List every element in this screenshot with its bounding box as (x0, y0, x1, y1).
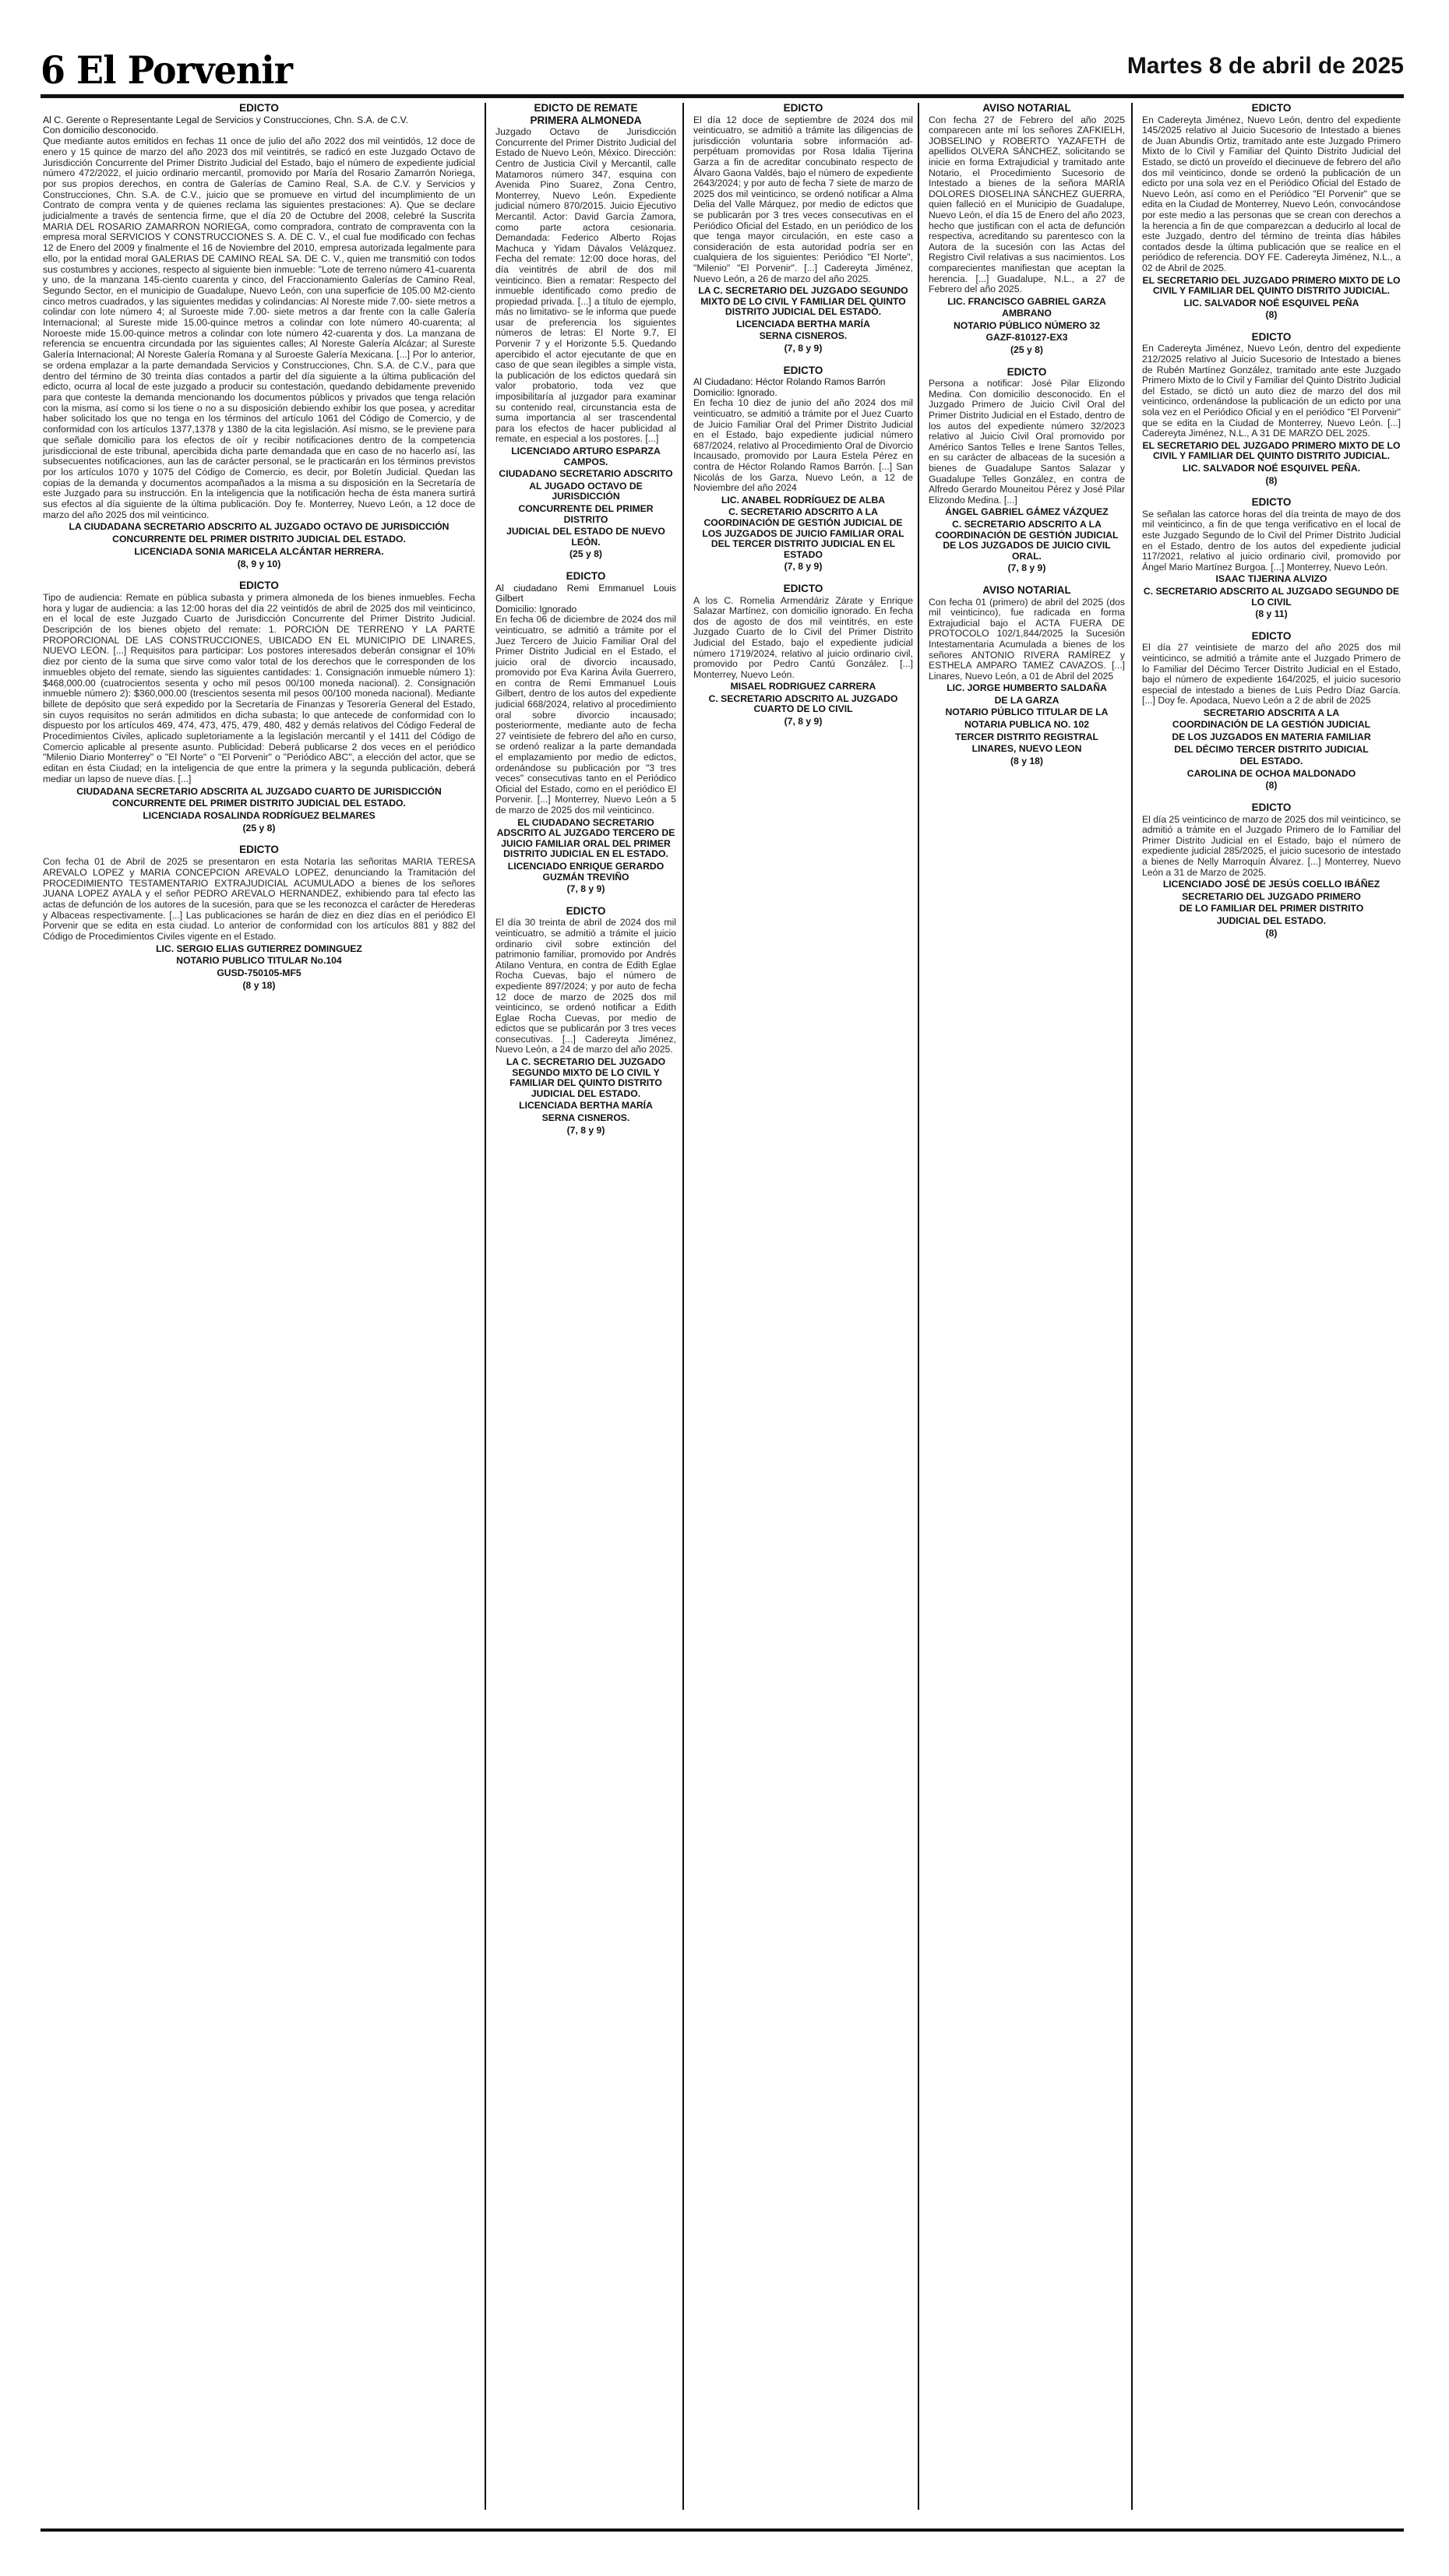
notice-heading: EDICTO (783, 102, 823, 114)
notice-signature-line: AL JUGADO OCTAVO DE JURISDICCIÓN (529, 480, 643, 502)
notice-heading: EDICTO (566, 904, 606, 917)
notice-signature-line: EL SECRETARIO DEL JUZGADO PRIMERO MIXTO DE LO CIVIL Y FAMILIAR DEL QUINTO DISTRITO JUDICIAL. (1142, 439, 1401, 462)
notice-heading: EDICTO (566, 569, 606, 582)
column-divider (918, 103, 919, 2510)
notice-signature-line: COORDINACIÓN DE LA GESTIÓN JUDICIAL (1172, 719, 1371, 731)
column-5 (1142, 103, 1401, 2510)
notice-signature-line: LA C. SECRETARIO DEL JUZGADO SEGUNDO MIXTO DE LO CIVIL Y FAMILIAR DEL QUINTO DISTRITO JUDICIAL DEL ESTADO. (698, 285, 908, 318)
notice-heading: EDICTO (1251, 629, 1292, 642)
notice-addressee: Al Ciudadano: Héctor Rolando Ramos Barrón (693, 376, 886, 388)
legal-notice (43, 103, 475, 569)
notice-body: El día 25 veinticinco de marzo de 2025 dos mil veinticinco, se admitió a trámite en el Juzgado Primero de lo Familiar del Primer Distrito Judicial en el Estado, bajo el número de expediente judicial 285/2025, el juicio sucesorio de intestado a bienes de Nelly Marroquín Álvarez. [...] Monterrey, Nuevo León a 31 de Marzo de 2025. (1142, 813, 1401, 878)
notice-signature-line: LICENCIADO ARTURO ESPARZA CAMPOS. (511, 446, 661, 467)
notice-signature-line: ISAAC TIJERINA ALVIZO (1215, 573, 1327, 585)
publication-dates: (8) (1265, 309, 1278, 321)
legal-notice (693, 365, 913, 573)
notice-signature-line: LICENCIADA BERTHA MARÍA (736, 318, 870, 329)
legal-notice (693, 103, 913, 354)
column-divider (682, 103, 684, 2510)
legal-notice (1142, 103, 1401, 321)
notice-signature-line: MISAEL RODRIGUEZ CARRERA (730, 681, 876, 692)
notice-signature-line: LA C. SECRETARIO DEL JUZGADO SEGUNDO MIXTO DE LO CIVIL Y FAMILIAR DEL QUINTO DISTRITO JUDICIAL DEL ESTADO. (506, 1056, 666, 1099)
notice-signature-line: AMBRANO (1002, 308, 1052, 319)
notice-signature-line: SERNA CISNEROS. (759, 330, 848, 342)
notice-body: En fecha 06 de diciembre de 2024 dos mil veinticuatro, se admitió a trámite por el Juez Tercero de Juicio Familiar Oral del Primer Distrito Judicial en el Estado, el juicio oral de divorcio incausado, promovido por Eva Karina Ávila Guerrero, en contra de Remi Emmanuel Louis Gilbert, dentro de los autos del expediente judicial 668/2024, relativo al procedimiento oral sobre divorcio incausado; posteriormente, mediante auto de fecha 27 veintisiete de febrero del año en curso, se ordenó realizar a la parte demandada el emplazamiento por medio de edictos, ordenándose su publicación por "3 tres veces" consecutivas tanto en el Periódico Oficial del Estado, como en el periódico El Porvenir. [...] Monterrey, Nuevo León a 5 de marzo de 2025 dos mil veinticinco. (495, 614, 676, 816)
notice-signature-line: TERCER DISTRITO REGISTRAL (955, 731, 1098, 742)
column-3 (693, 103, 913, 2510)
notice-body: Que mediante autos emitidos en fechas 11 once de julio del año 2022 dos mil veintidós, 12 doce de enero y 15 quince de marzo del año 2023 dos mil veintitrés, se radicó en este Juzgado Octavo de Jurisdicción Concurrente del Primer Distrito Judicial del Estado, bajo el número de expediente judicial número 472/2022, el juicio ordinario mercantil, promovido por María del Rosario Zamarrón Noriega, por sus propios derechos, en contra de Galerías de Camino Real, S.A. de C.V. y Servicios y Construcciones, Chn. S.A. de C.V., juicio que se promueve en virtud del incumplimiento de un Contrato de compra venta y de quienes reclama las siguientes prestaciones: A). Que se declare judicialmente a través de sentencia firme, que el día 20 de Octubre del 2008, celebré la Suscrita MARIA DEL ROSARIO ZAMARRON NORIEGA, como compradora, contrato de compraventa con la empresa moral SERVICIOS Y CONSTRUCCIONES S. A. DE C. V., el cual fue modificado con fechas 12 de Enero del 2009 y finalmente el 16 de Noviembre del 2010, empresa autorizada legalmente para ello, por la entidad moral GALERIAS DE CAMINO REAL SA. DE C. V., quien me transmitió con todos sus costumbres y acciones, respecto al siguiente bien inmueble: "Lote de terreno número 41-cuarenta y uno, de la manzana 145-ciento cuarenta y cinco, del Fraccionamiento Galerías de Camino Real, Segundo Sector, en el municipio de Guadalupe, Nuevo León, con una superficie de 105.00 M2-ciento cinco metros cuadrados, y las siguientes medidas y colindancias: Al Noreste mide 7.00- siete metros a colindar con lote número 4; al Suroeste mide 7.00- siete metros a dar frente con la calle Galería Internacional; al Sureste mide 15.00-quince metros a colindar con lote número 40-cuarenta; al Noroeste mide 15.00-quince metros a colindar con lote número 42-cuarenta y dos. La manzana de referencia se encuentra circundada por las siguientes calles; Al Noreste Galería Alcázar; al Sureste Galería Internacional; Al Noreste Galería Romana y al Suroeste Galería Mexicana. [...] Por lo anterior, se ordena emplazar a la parte demandada Servicios y Construcciones, Chn. S.A. de C.V., para que dentro del término de 30 treinta días contados a partir del día siguiente a la última publicación del edicto, ocurra al local de este juzgado a producir su contestación, quedando debidamente prevenido para que conteste la demanda mencionando los documentos públicos y privados que tenga relación con la misma, así como si los tiene o no a su disposición debiendo exhibir los que posea, y acreditar haber solicitado los que no tenga en los términos del artículo 1061 del Código de Comercio, y de conformidad con los artículos 1377,1378 y 1380 de la cita legislación. Así mismo, se le previene para que señale domicilio para los efectos de oír y recibir notificaciones dentro de la competencia jurisdiccional de este tribunal, apercibida dicha parte demandada que en caso de no hacerlo así, las subsecuentes notificaciones, aun las de carácter personal, se le practicarán en los términos previstos por los artículos 1070 y 1075 del Código de Comercio, es decir, por Boletín Judicial. Quedan las copias de la demanda y documentos acompañados a la misma a su disposición en la Secretaría de este Juzgado para su instrucción. En la inteligencia que la notificación hecha de ésta manera surtirá sus efectos al día siguiente de la última publicación. Doy fe. Monterrey, Nuevo León, a 12 doce de marzo del año 2025 dos mil veinticinco. (43, 136, 475, 520)
notice-heading: EDICTO (239, 102, 279, 114)
legal-notice (495, 571, 676, 895)
legal-notice (693, 583, 913, 728)
notice-signature-line: CONCURRENTE DEL PRIMER DISTRITO (518, 502, 654, 525)
notice-signature-line: LICENCIADO ENRIQUE GERARDO GUZMÁN TREVIÑO (507, 860, 665, 883)
legal-notice (929, 367, 1125, 574)
column-2 (495, 103, 676, 2510)
notice-body: Tipo de audiencia: Remate en pública subasta y primera almoneda de los bienes inmuebles. Fecha hora y lugar de audiencia: a las 12:00 horas del día 22 veintidós de abril de 2025 dos mil veinticinco, en el local de este Juzgado Cuarto de Jurisdicción Concurrente del Primer Distrito Judicial. Descripción de los bienes objeto del remate: 1. PORCIÓN DE TERRENO Y LA PARTE PROPORCIONAL DE LAS CONSTRUCCIONES, UBICADO EN EL MUNICIPIO DE LINARES, NUEVO LEÓN. [...] Requisitos para participar: Los postores interesados deberán consignar el 10% diez por ciento de la suma que sirve como valor total de los derechos que le corresponden de los inmuebles objeto del remate, siendo las siguientes cantidades: 1. Consignación inmueble número 1): $468,000.00 (cuatrocientos sesenta y ocho mil pesos 00/100 moneda nacional). 2. Consignación inmueble número 2): $360,000.00 (trescientos sesenta mil pesos 00/100 moneda nacional). Mediante billete de depósito que será expedido por la Secretaría de Finanzas y Tesorería General del Estado, sin cuyos requisitos no serán admitidos en dicha subasta; lo que antecede de conformidad con lo dispuesto por los artículos 469, 474, 473, 475, 479, 480, 482 y demás relativos del Código Federal de Procedimientos Civiles, aplicado supletoriamente a la legislación mercantil y el 1411 del Código de Comercio aplicable al presente asunto. Publicidad: Deberá publicarse 2 dos veces en el periódico "Milenio Diario Monterrey" o "El Norte" o "El Porvenir" o "Periódico ABC", a elección del actor, que se editan en ésta Ciudad; en la inteligencia de que entre la primera y la segunda publicación, deberá mediar un lapso de nueve días. [...] (43, 591, 475, 784)
newspaper-name: El Porvenir (76, 48, 293, 93)
notice-signature-line: LICENCIADA SONIA MARICELA ALCÁNTAR HERRERA. (134, 545, 384, 557)
publication-dates: (8 y 11) (1255, 608, 1288, 620)
legal-notice (1142, 497, 1401, 620)
notice-signature-line: LICENCIADA BERTHA MARÍA (519, 1100, 653, 1112)
notice-addressee-detail: Domicilio: Ignorado. (693, 386, 777, 398)
notice-body: El día 27 veintisiete de marzo del año 2025 dos mil veinticinco, se admitió a trámite ante el Juzgado Primero de lo Familiar del Décimo Tercer Distrito Judicial en el Estado, bajo el número de expediente 164/2025, el juicio sucesorio especial de intestado a bienes de Luis Pedro Díaz García. [...] Doy fe. Apodaca, Nuevo León a 2 de abril de 2025 (1142, 642, 1401, 707)
notice-signature-line: LICENCIADO JOSÉ DE JESÚS COELLO IBÁÑEZ (1162, 879, 1380, 890)
notice-signature-line: LIC. JORGE HUMBERTO SALDAÑA (947, 682, 1107, 694)
legal-notice (929, 103, 1125, 356)
notice-addressee: Al ciudadano Remi Emmanuel Louis Gilbert (495, 582, 676, 604)
notice-signature-line: JUDICIAL DEL ESTADO DE NUEVO LEÓN. (506, 526, 665, 548)
notice-signature-line: NOTARIA PUBLICA NO. 102 (964, 719, 1090, 731)
notice-heading: AVISO NOTARIAL (982, 583, 1071, 596)
notice-signature-line: DEL ESTADO. (1239, 756, 1303, 767)
publication-dates: (8 y 18) (1010, 755, 1043, 766)
notice-signature-line: LIC. SALVADOR NOÉ ESQUIVEL PEÑA. (1182, 463, 1361, 474)
publication-dates: (7, 8 y 9) (566, 883, 605, 895)
newspaper-logo (41, 48, 292, 93)
notice-heading: EDICTO (1251, 102, 1292, 114)
legal-notice (495, 906, 676, 1136)
notice-heading: AVISO NOTARIAL (982, 102, 1071, 114)
column-divider (485, 103, 486, 2510)
column-4 (929, 103, 1125, 2510)
column-1 (43, 103, 475, 2510)
notice-signature-line: NOTARIO PÚBLICO TITULAR DE LA (945, 707, 1109, 718)
publication-dates: (8, 9 y 10) (237, 558, 281, 569)
legal-notice (43, 844, 475, 991)
masthead (41, 48, 1404, 95)
notice-signature-line: C. SECRETARIO ADSCRITO A LA COORDINACIÓN DE GESTIÓN JUDICIAL DE LOS JUZGADOS DE JUICIO CIVIL ORAL. (935, 518, 1119, 562)
notice-signature-line: LIC. ANABEL RODRÍGUEZ DE ALBA (721, 494, 886, 506)
notice-signature-line: CONCURRENTE DEL PRIMER DISTRITO JUDICIAL DEL ESTADO. (112, 798, 406, 809)
notice-body: En Cadereyta Jiménez, Nuevo León, dentro del expediente 212/2025 relativo al Juicio Sucesorio de Intestado a bienes de Rubén Martínez González, tramitado ante este Juzgado Primero Mixto de lo Civil y Familiar del Quinto Distrito Judicial del Estado, se dictó un auto diez de marzo del dos mil veinticinco, ordenándose la publicación de un edicto por una sola vez en el Periódico Oficial y en el periódico "El Porvenir" que se edita en la Ciudad de Monterrey, Nuevo León. [...] Cadereyta Jiménez, N.L., A 31 DE MARZO DEL 2025. (1142, 343, 1401, 439)
notice-heading: EDICTO (1251, 802, 1292, 814)
notice-heading: EDICTO DE REMATE (534, 102, 638, 114)
notice-signature-line: LINARES, NUEVO LEON (971, 743, 1082, 755)
notice-signature-line: GUSD-750105-MF5 (217, 967, 301, 979)
publication-dates: (7, 8 y 9) (566, 1124, 605, 1136)
notice-heading: EDICTO (1251, 496, 1292, 509)
notice-signature-line: SERNA CISNEROS. (541, 1112, 630, 1124)
notice-addressee-detail: Domicilio: Ignorado (495, 603, 577, 615)
notice-body: El día 12 doce de septiembre de 2024 dos mil veinticuatro, se admitió a trámite las diligencias de jurisdicción voluntaria sobre información ad-perpétuam promovidas por Rosa Idalia Tijerina Garza a fin de acreditar concubinato respecto de Álvaro Gaona Valdés, bajo el número de expediente 2643/2024; y por auto de fecha 7 siete de marzo de 2025 dos mil veinticinco, se ordenó notificar a Alma Delia del Valle Márquez, por medio de edictos que se publicarán por 3 tres veces consecutivas en el Periódico Oficial del Estado, en un periódico de los que tenga mayor circulación, en este caso a consideración de esta autoridad podría ser en cualquiera de los siguientes: Periódico "El Norte", "Milenio" "El Porvenir". [...] Cadereyta Jiménez, Nuevo León, a 26 de marzo del año 2025. (693, 114, 913, 284)
publication-dates: (7, 8 y 9) (784, 561, 823, 573)
notice-heading: EDICTO (1007, 365, 1047, 378)
notice-signature-line: SECRETARIO DEL JUZGADO PRIMERO (1182, 890, 1361, 902)
notice-heading: EDICTO (783, 582, 823, 594)
notice-body: Persona a notificar: José Pilar Elizondo Medina. Con domicilio desconocido. En el Juzgado Primero de Juicio Civil Oral del Primer Distrito Judicial en el Estado, dentro de los autos del expediente número 32/2023 relativo al Juicio Civil Oral promovido por Américo Santos Telles e Irene Santos Telles, en su carácter de albaceas de la sucesión a bienes de Guadalupe Santos Salazar y Guadalupe Telles González, en contra de Alfredo Gerardo Mouneitou Pérez y José Pilar Elizondo Medina. [...] (929, 378, 1125, 506)
legal-notice (495, 103, 676, 560)
column-divider (1131, 103, 1133, 2510)
notice-signature-line: JUDICIAL DEL ESTADO. (1216, 914, 1327, 926)
publication-dates: (7, 8 y 9) (1007, 562, 1046, 574)
notice-body: Con fecha 01 (primero) de abril del 2025 (dos mil veinticinco), fue radicada en forma Extrajudicial bajo el ACTA FUERA DE PROTOCOLO 102/1,844/2025 la Sucesión Intestamentaria Acumulada a bienes de los señores ANTONIO RIVERA RAMÍREZ y ESTHELA AMPARO TAMEZ CAVAZOS. [...] Linares, Nuevo León, a 01 de Abril del 2025 (929, 596, 1125, 682)
notice-signature-line: DE LOS JUZGADOS EN MATERIA FAMILIAR (1172, 731, 1371, 743)
notice-heading: EDICTO (239, 580, 279, 592)
notice-signature-line: C. SECRETARIO ADSCRITO A LA COORDINACIÓN DE GESTIÓN JUDICIAL DE LOS JUZGADOS DE JUICIO FAMILIAR ORAL DEL TERCER DISTRITO JUDICIAL EN EL ESTADO (702, 506, 904, 560)
notice-signature-line: GAZF-810127-EX3 (985, 332, 1068, 344)
notice-body: Juzgado Octavo de Jurisdicción Concurrente del Primer Distrito Judicial del Estado de Nuevo León, México. Dirección: Centro de Justicia Civil y Mercantil, calle Matamoros número 347, esquina con Avenida Pino Suarez, Zona Centro, Monterrey, Nuevo León. Expediente judicial número 870/2015. Juicio Ejecutivo Mercantil. Actor: David García Zamora, como parte actora cesionaria. Demandada: Federico Alberto Rojas Machuca y Yidam Dávalos Velázquez. Fecha del remate: 12:00 doce horas, del día veintitrés de abril de dos mil veinticinco. Bien a rematar: Respecto del inmueble identificado como predio de propiedad privada. [...] a título de ejemplo, más no limitativo- se le informa que puede usar de preferencia los siguientes números de letras: El Norte 9.7, El Porvenir 7 y el Horizonte 5.5. Quedando apercibido el actor ejecutante de que en caso de que sean ilegibles a simple vista, la publicación de los edictos quedará sin valor probatorio, toda vez que imposibilitaría al juzgador para examinar su contenido real, circunstancia esta de suma importancia al ser trascendental para los efectos de hacer publicidad al remate, en especial a los postores. [...] (495, 126, 676, 445)
notice-signature-line: NOTARIO PUBLICO TITULAR No.104 (176, 955, 342, 967)
notice-heading: EDICTO (239, 844, 279, 856)
publication-dates: (25 y 8) (242, 822, 276, 833)
notice-signature-line: ÁNGEL GABRIEL GÁMEZ VÁZQUEZ (945, 506, 1109, 518)
notice-signature-line: DE LO FAMILIAR DEL PRIMER DISTRITO (1179, 903, 1364, 914)
notice-signature-line: C. SECRETARIO ADSCRITO AL JUZGADO CUARTO DE LO CIVIL (708, 692, 898, 715)
legal-notice (929, 585, 1125, 767)
notice-body: En fecha 10 diez de junio del año 2024 dos mil veinticuatro, se admitió a trámite por el Juez Cuarto de Juicio Familiar Oral del Primer Distrito Judicial en el Estado, bajo expediente judicial número 687/2024, relativo al Procedimiento Oral de Divorcio Incausado, promovido por Laura Estela Pérez en contra de Héctor Rolando Ramos Barrón. [...] San Nicolás de los Garza, Nuevo León, a 12 de Noviembre del año 2024 (693, 397, 913, 494)
publication-dates: (25 y 8) (1010, 344, 1043, 356)
notice-addressee: Al C. Gerente o Representante Legal de Servicios y Construcciones, Chn. S.A. de C.V. (43, 114, 409, 125)
footer-rule (41, 2528, 1404, 2532)
notice-subheading: PRIMERA ALMONEDA (530, 114, 642, 126)
legal-notice (1142, 631, 1401, 791)
notice-signature-line: CIUDADANA SECRETARIO ADSCRITA AL JUZGADO CUARTO DE JURISDICCIÓN (76, 785, 442, 797)
notice-heading: EDICTO (783, 364, 823, 376)
legal-notice (43, 580, 475, 833)
notice-signature-line: NOTARIO PÚBLICO NÚMERO 32 (953, 319, 1100, 331)
notice-signature-line: LICENCIADA ROSALINDA RODRÍGUEZ BELMARES (143, 810, 375, 821)
notice-signature-line: EL CIUDADANO SECRETARIO ADSCRITO AL JUZGADO TERCERO DE JUICIO FAMILIAR ORAL DEL PRIMER DISTRITO JUDICIAL EN EL ESTADO. (496, 816, 675, 860)
notice-body: Con fecha 27 de Febrero del año 2025 comparecen ante mí los señores ZAFKIELH, JOBSELINO y ROBERTO YAZAFETH de apellidos OLVERA SÁNCHEZ, solicitando se inicie en forma Extrajudicial y tramitado ante Notario, el Procedimiento Sucesorio de Intestado a bienes de la señora MARÍA DOLORES DIOSELINA SÁNCHEZ GUERRA, quien falleció en el Municipio de Guadalupe, Nuevo León, el día 15 de Enero del año 2023, hecho que justifican con el acta de defunción respectiva, acreditando su parentesco con la Autora de la sucesión con las Actas del Registro Civil relativas a sus nacimientos. Los comparecientes manifiestan que aceptan la herencia. [...] Guadalupe, N.L., a 27 de Febrero del año 2025. (929, 114, 1125, 295)
notice-body: Con fecha 01 de Abril de 2025 se presentaron en esta Notaría las señoritas MARIA TERESA AREVALO LOPEZ y MARIA CONCEPCION AREVALO LOPEZ, denunciando la Tramitación del PROCEDIMIENTO TESTAMENTARIO EXTRAJUDICIAL ACUMULADO a bienes de los señores JUANA LOPEZ AYALA y el señor PEDRO AREVALO HERNANDEZ, exhibiendo para tal efecto las actas de defunción de los autores de la sucesión, para que se les reconozca el carácter de Herederas y Albaceas respectivamente. [...] Las publicaciones se harán de diez en diez días en el periódico El Porvenir que se edita en esta ciudad. Lo anterior de conformidad con los artículos 881 y 882 del Código de Procedimientos Civiles vigente en el Estado. (43, 856, 475, 943)
header-rule (41, 94, 1404, 98)
notice-signature-line: LIC. FRANCISCO GABRIEL GARZA (947, 295, 1106, 307)
notice-signature-line: LA CIUDADANA SECRETARIO ADSCRITO AL JUZGADO OCTAVO DE JURISDICCIÓN (69, 521, 450, 533)
notice-body: En Cadereyta Jiménez, Nuevo León, dentro del expediente 145/2025 relativo al Juicio Sucesorio de Intestado a bienes de Juan Abundis Ortiz, tramitado ante este Juzgado Primero Mixto de lo Civil y Familiar del Quinto Distrito Judicial del Estado, se dictó un proveído el diecinueve de febrero del año dos mil veinticinco, donde se ordenó la publicación de un edicto por una sola vez en el Periódico Oficial del Estado de Nuevo León, así como en el Periódico "El Porvenir" que se edita en la Ciudad de Monterrey, Nuevo León, convocándose por este medio a las personas que se crean con derechos a la herencia a fin de que comparezcan a deducirlo al local de este Juzgado, dentro del término de treinta días hábiles contados desde la última publicación que se realice en el periódico de referencia. DOY FE. Cadereyta Jiménez, N.L., a 02 de Abril de 2025. (1142, 114, 1401, 273)
publication-dates: (8 y 18) (242, 979, 276, 991)
notice-signature-line: LIC. SERGIO ELIAS GUTIERREZ DOMINGUEZ (156, 943, 362, 954)
notice-signature-line: LIC. SALVADOR NOÉ ESQUIVEL PEÑA (1183, 297, 1359, 308)
notice-signature-line: CIUDADANO SECRETARIO ADSCRITO (499, 468, 673, 480)
issue-date: Martes 8 de abril de 2025 (1126, 53, 1404, 79)
notice-signature-line: C. SECRETARIO ADSCRITO AL JUZGADO SEGUNDO DE LO CIVIL (1143, 585, 1400, 608)
publication-dates: (7, 8 y 9) (784, 343, 823, 354)
publication-dates: (8) (1265, 927, 1278, 939)
page-number: 6 (41, 48, 65, 93)
legal-notice (1142, 332, 1401, 486)
notice-signature-line: CAROLINA DE OCHOA MALDONADO (1186, 767, 1356, 779)
publication-dates: (8) (1265, 474, 1278, 486)
notice-signature-line: DEL DÉCIMO TERCER DISTRITO JUDICIAL (1174, 743, 1369, 755)
notice-body: El día 30 treinta de abril de 2024 dos mil veinticuatro, se admitió a trámite el juicio ordinario civil sobre extinción del patrimonio familiar, promovido por Andrés Atilano Ventura, en contra de Edith Eglae Rocha Cuevas, bajo el número de expediente 897/2024; y por auto de fecha 12 doce de marzo de 2025 dos mil veinticinco, se ordenó notificar a Edith Eglae Rocha Cuevas, por medio de edictos que se publicarán por 3 tres veces consecutivas. [...] Cadereyta Jiménez, Nuevo León, a 24 de marzo del año 2025. (495, 917, 676, 1055)
publication-dates: (7, 8 y 9) (784, 716, 823, 728)
legal-notice (1142, 802, 1401, 939)
publication-dates: (8) (1265, 780, 1278, 791)
notice-body: Se señalan las catorce horas del día treinta de mayo de dos mil veinticinco, a fin de que tenga verificativo en el local de este Juzgado Segundo de lo Civil del Primer Distrito Judicial en el Estado, dentro de los autos del expediente judicial 117/2021, relativo al juicio ordinario civil, promovido por Ángel Mario Martínez Burgoa. [...] Monterrey, Nuevo León. (1142, 508, 1401, 573)
publication-dates: (25 y 8) (569, 548, 602, 560)
notice-signature-line: EL SECRETARIO DEL JUZGADO PRIMERO MIXTO DE LO CIVIL Y FAMILIAR DEL QUINTO DISTRITO JUDICIAL. (1142, 274, 1401, 297)
notice-signature-line: SECRETARIO ADSCRITA A LA (1203, 707, 1340, 718)
notice-signature-line: CONCURRENTE DEL PRIMER DISTRITO JUDICIAL DEL ESTADO. (112, 534, 406, 545)
notice-body: A los C. Romelia Armendáriz Zárate y Enrique Salazar Martínez, con domicilio ignorado. En fecha dos de agosto de dos mil veintitrés, en este Juzgado Cuarto de lo Civil del Primer Distrito Judicial del Estado, bajo el expediente judicial número 1719/2024, relativo al juicio ordinario civil, promovido por Pedro Cantú González. [...] Monterrey, Nuevo León. (693, 594, 913, 680)
notice-addressee-detail: Con domicilio desconocido. (43, 125, 159, 136)
notice-signature-line: DE LA GARZA (994, 694, 1059, 706)
notice-heading: EDICTO (1251, 330, 1292, 343)
